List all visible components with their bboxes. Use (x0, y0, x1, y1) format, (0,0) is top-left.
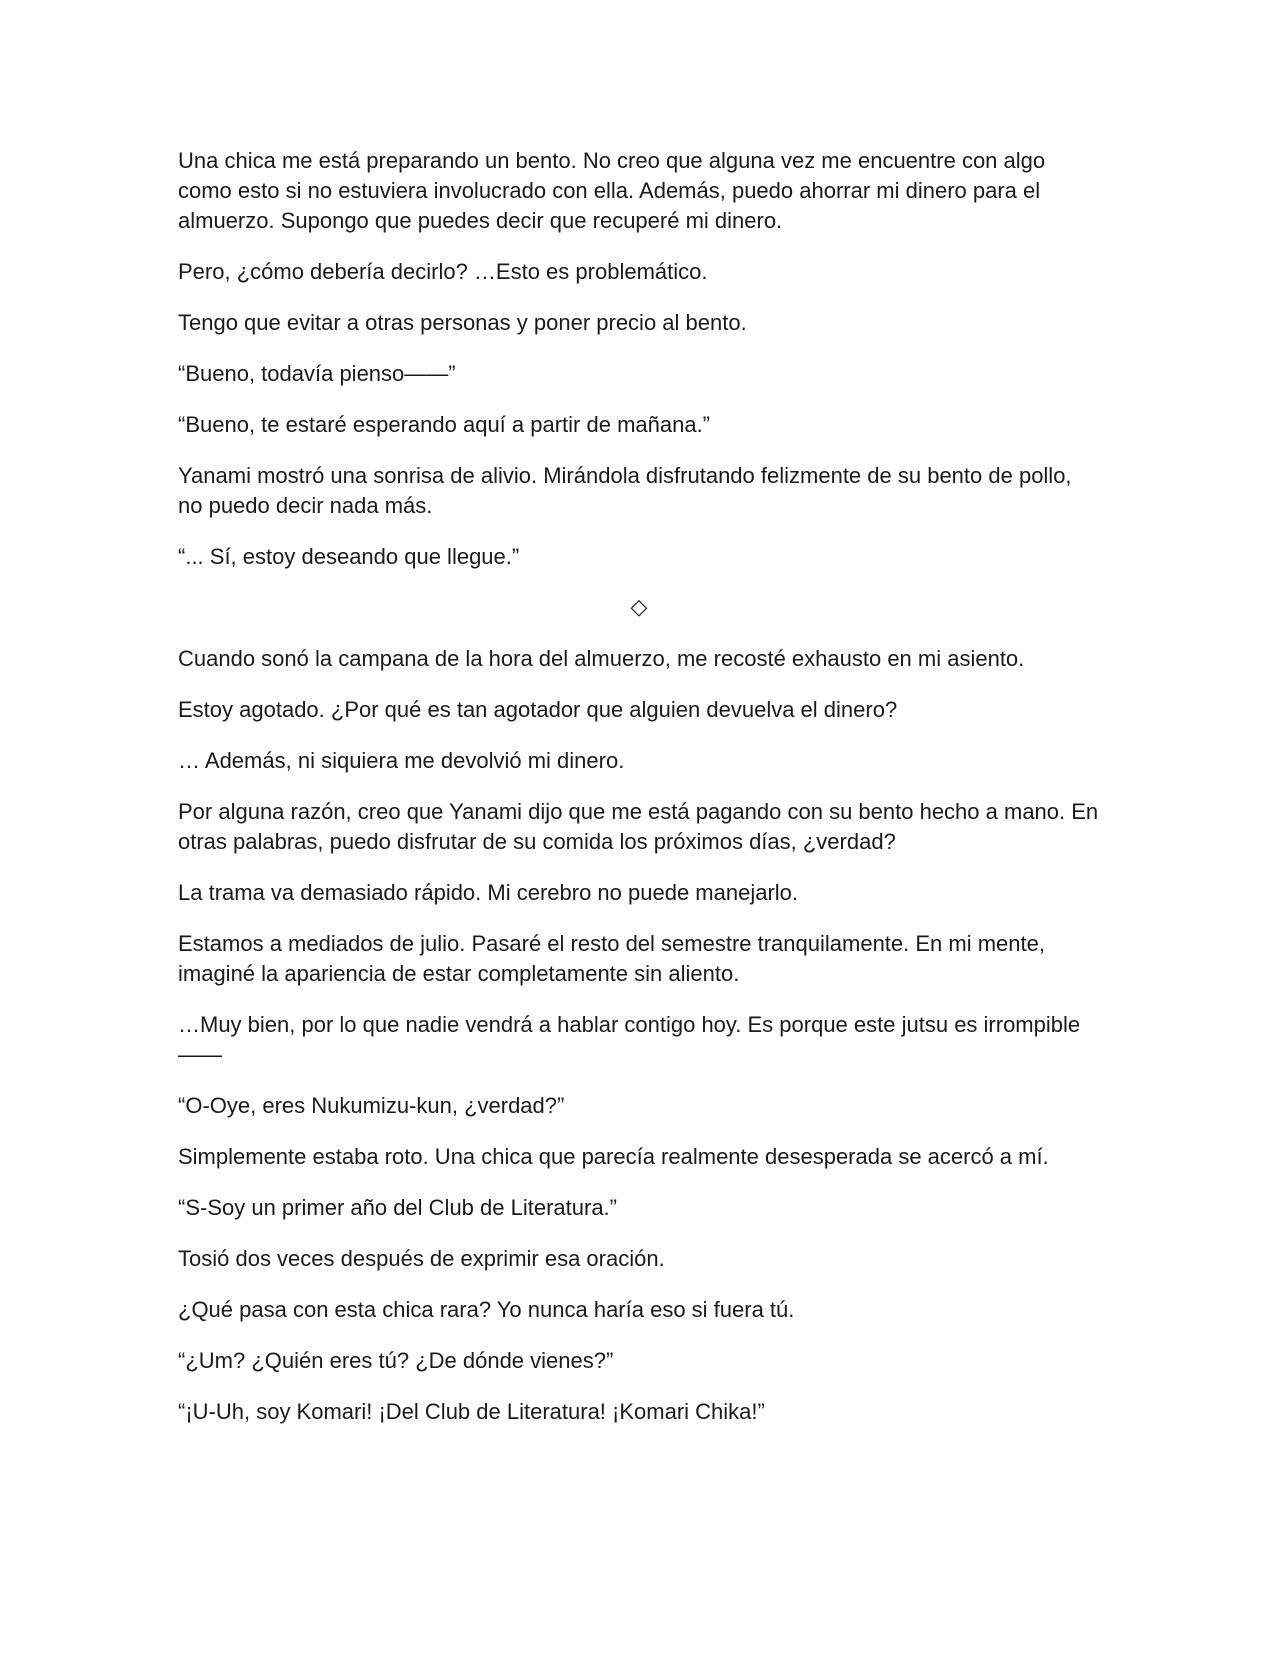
paragraph: “Bueno, te estaré esperando aquí a partir de mañana.” (178, 412, 711, 437)
paragraph: Estoy agotado. ¿Por qué es tan agotador que alguien devuelva el dinero? (178, 697, 898, 722)
paragraph: “¿Um? ¿Quién eres tú? ¿De dónde vienes?” (178, 1348, 614, 1373)
paragraph: Pero, ¿cómo debería decirlo? …Esto es problemático. (178, 259, 708, 284)
paragraph: “O-Oye, eres Nukumizu-kun, ¿verdad?” (178, 1093, 565, 1118)
paragraph: “S-Soy un primer año del Club de Literatura.” (178, 1195, 617, 1220)
paragraph: …Muy bien, por lo que nadie vendrá a hablar contigo hoy. Es porque este jutsu es irrompible—— (178, 1012, 1081, 1067)
paragraph: Tosió dos veces después de exprimir esa oración. (178, 1246, 665, 1271)
paragraph: “Bueno, todavía pienso——” (178, 361, 456, 386)
paragraph: “... Sí, estoy deseando que llegue.” (178, 544, 520, 569)
paragraph: “¡U-Uh, soy Komari! ¡Del Club de Literatura! ¡Komari Chika!” (178, 1399, 765, 1424)
paragraph: ¿Qué pasa con esta chica rara? Yo nunca haría eso si fuera tú. (178, 1297, 795, 1322)
paragraph: Cuando sonó la campana de la hora del almuerzo, me recosté exhausto en mi asiento. (178, 646, 1025, 671)
paragraph: Yanami mostró una sonrisa de alivio. Mirándola disfrutando felizmente de su bento de pollo, no puedo decir nada más. (178, 463, 1072, 518)
scene-break-diamond-icon: ◇ (630, 595, 648, 620)
paragraph: Estamos a mediados de julio. Pasaré el resto del semestre tranquilamente. En mi mente, imaginé la apariencia de estar completamente sin aliento. (178, 931, 1045, 986)
paragraph: Una chica me está preparando un bento. No creo que alguna vez me encuentre con algo como esto si no estuviera involucrado con ella. Además, puedo ahorrar mi dinero para el almuerzo. Supongo que puedes decir que recuperé mi dinero. (178, 148, 1046, 233)
paragraph: Por alguna razón, creo que Yanami dijo que me está pagando con su bento hecho a mano. En otras palabras, puedo disfrutar de su comida los próximos días, ¿verdad? (178, 799, 1099, 854)
paragraph: … Además, ni siquiera me devolvió mi dinero. (178, 748, 625, 773)
paragraph: La trama va demasiado rápido. Mi cerebro no puede manejarlo. (178, 880, 799, 905)
document-page (178, 146, 1100, 1448)
paragraph: Simplemente estaba roto. Una chica que parecía realmente desesperada se acercó a mí. (178, 1144, 1049, 1169)
paragraph: Tengo que evitar a otras personas y poner precio al bento. (178, 310, 747, 335)
